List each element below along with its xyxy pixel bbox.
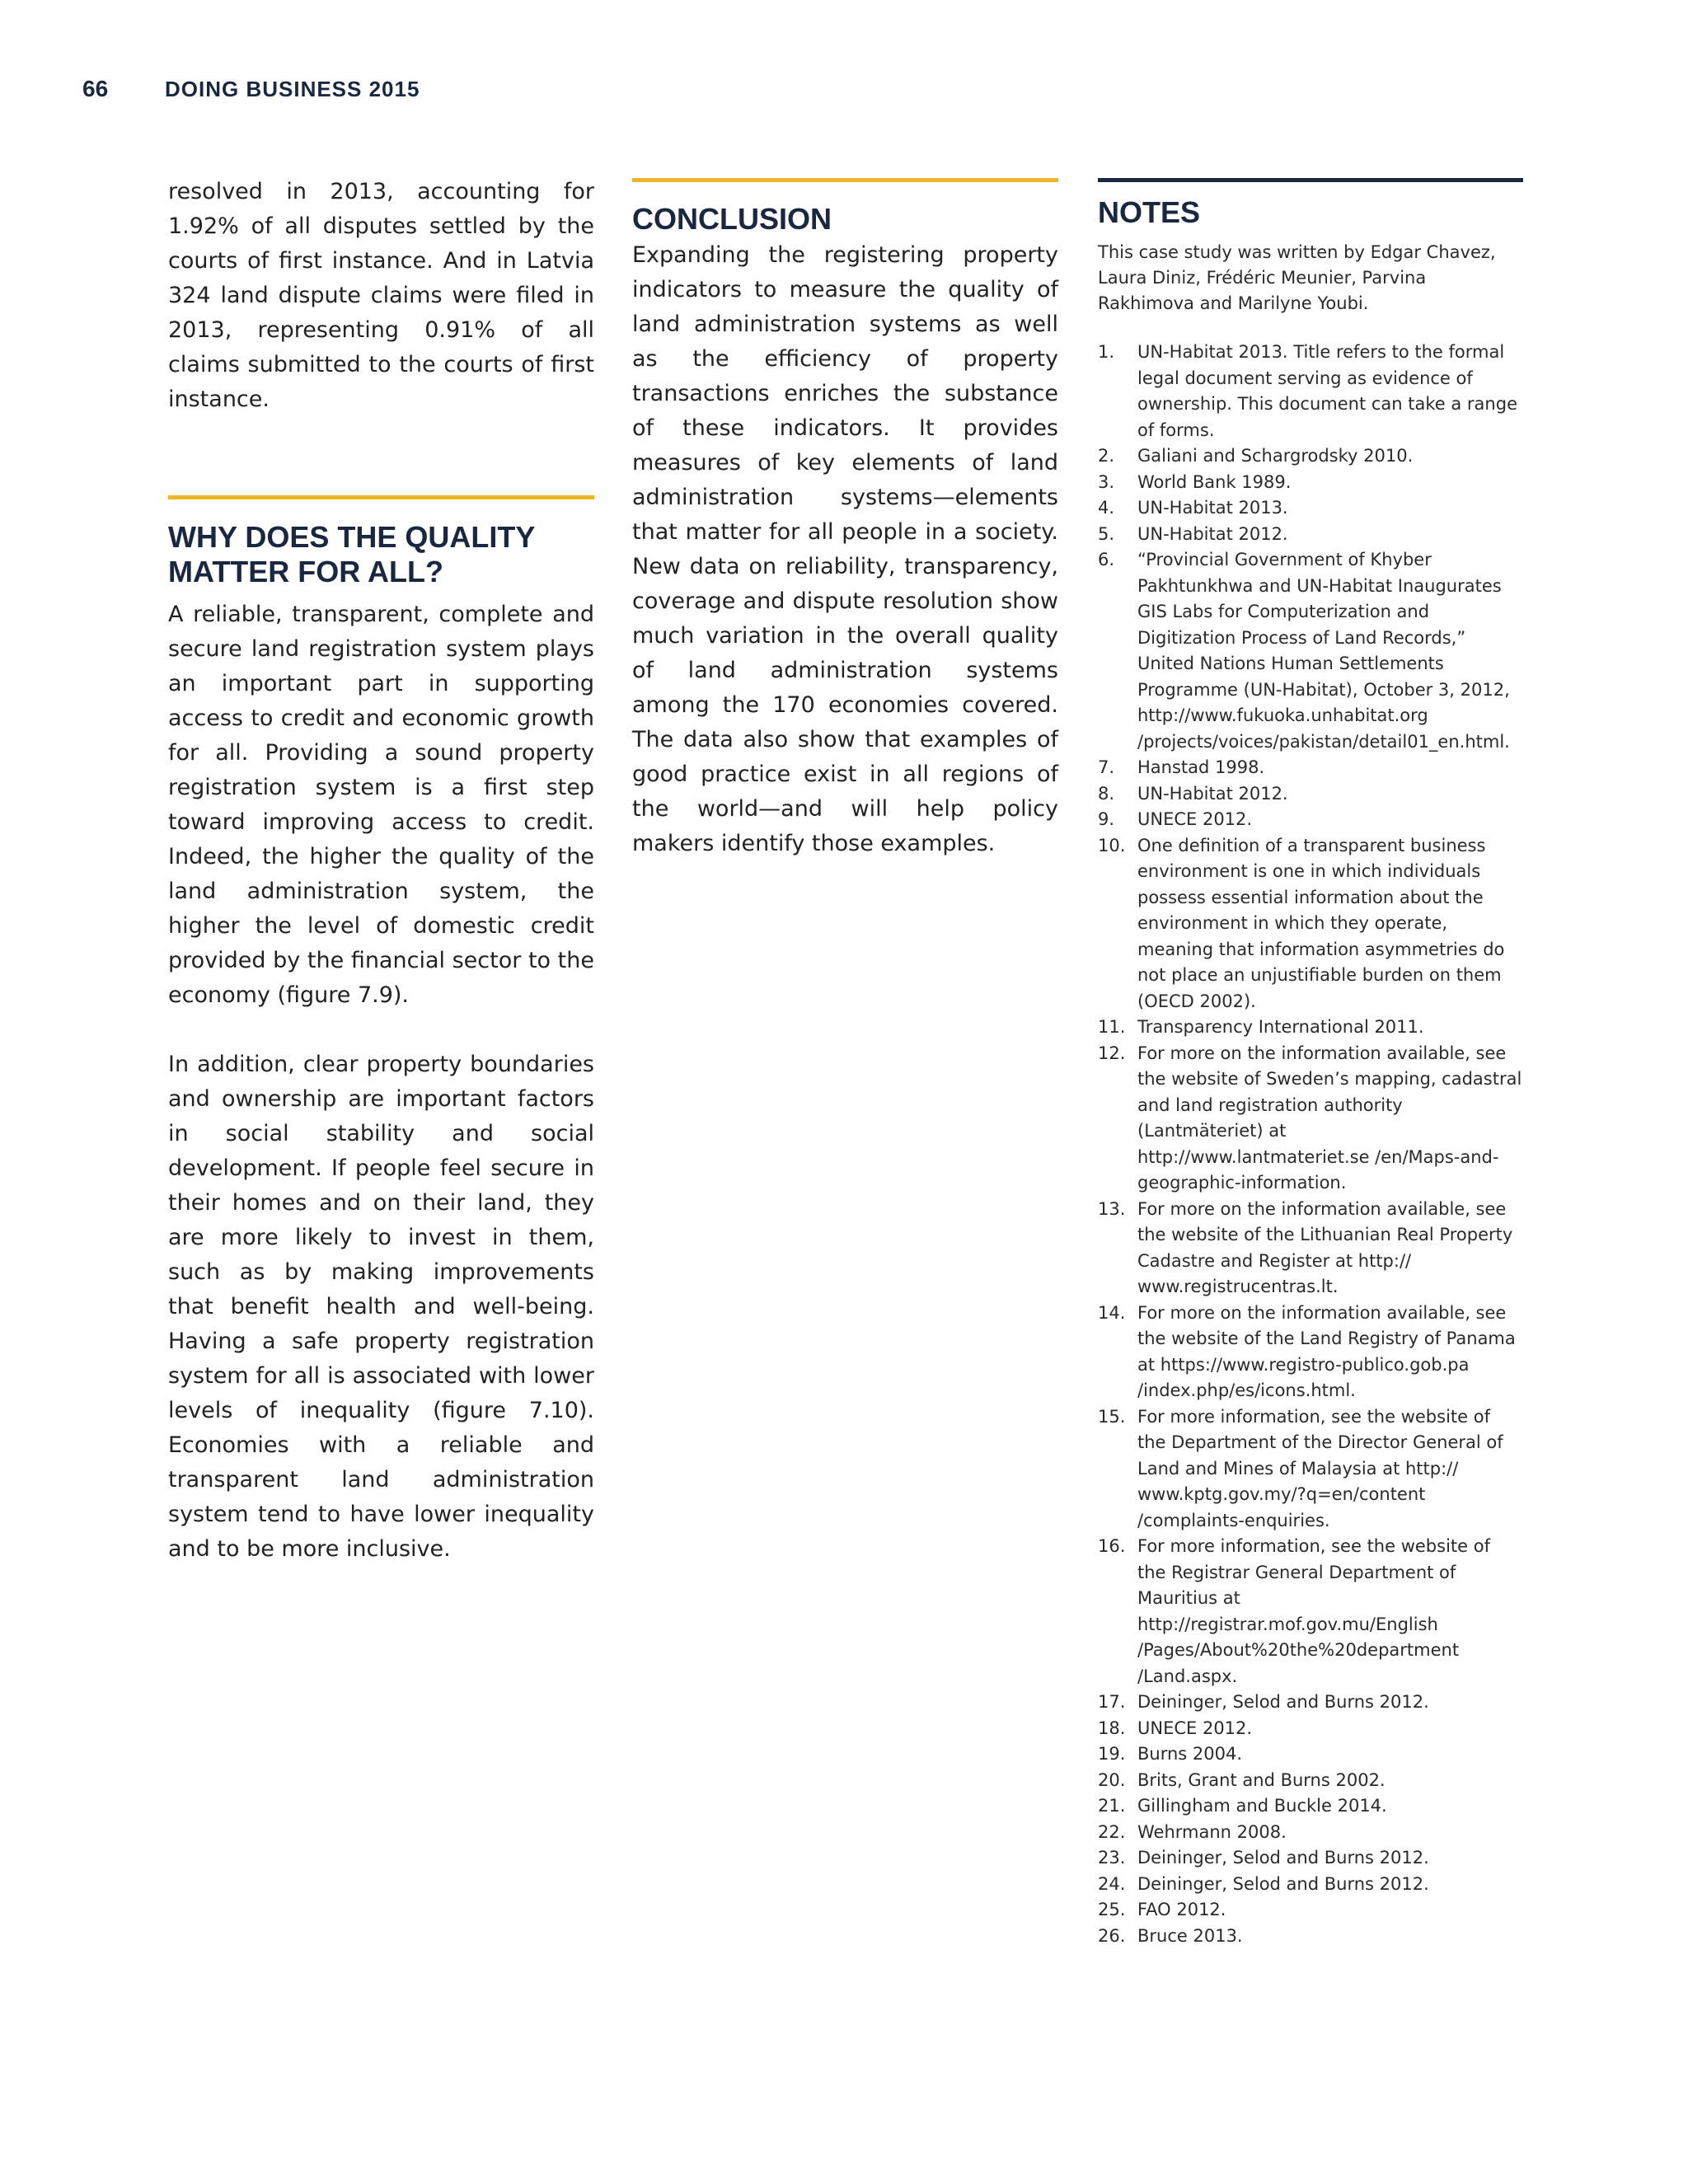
running-title: DOING BUSINESS 2015 — [165, 76, 420, 101]
note-text: World Bank 1989. — [1137, 471, 1292, 492]
note-text: For more information, see the website of the Registrar General Department of Mauritius at http://registrar.mof.gov.mu/English /Pages/About%20the%20department /Land.aspx. — [1137, 1536, 1490, 1686]
note-item — [1098, 1924, 1523, 1950]
column-left — [168, 175, 594, 1567]
page-header — [82, 73, 420, 105]
note-number: 4. — [1098, 498, 1115, 518]
section-heading-quality: WHY DOES THE QUALITY MATTER FOR ALL? — [168, 520, 535, 588]
intro-paragraph: resolved in 2013, accounting for 1.92% of all disputes settled by the courts of first instance. And in Latvia 324 land dispute claims were filed in 2013, representing 0.91% of all claims submitted to the courts of first instance. — [168, 179, 594, 412]
note-item — [1098, 340, 1523, 443]
note-item — [1098, 833, 1523, 1015]
note-text: Bruce 2013. — [1137, 1925, 1243, 1946]
note-text: Transparency International 2011. — [1137, 1017, 1424, 1037]
page-number: 66 — [82, 76, 109, 101]
note-text: FAO 2012. — [1137, 1900, 1226, 1919]
note-item — [1098, 1741, 1523, 1768]
note-number: 15. — [1098, 1406, 1126, 1427]
note-text: UN-Habitat 2013. — [1137, 498, 1288, 518]
note-number: 7. — [1098, 757, 1115, 777]
note-number: 2. — [1098, 446, 1115, 466]
note-number: 1. — [1098, 342, 1115, 362]
note-number: 8. — [1098, 783, 1115, 804]
note-number: 24. — [1098, 1873, 1126, 1894]
notes-heading: NOTES — [1098, 195, 1201, 229]
note-item — [1098, 470, 1523, 496]
note-item — [1098, 1197, 1523, 1301]
note-text: Deininger, Selod and Burns 2012. — [1137, 1692, 1429, 1712]
section-rule — [168, 495, 594, 499]
note-item — [1098, 1041, 1523, 1197]
note-item — [1098, 1897, 1523, 1924]
note-number: 16. — [1098, 1536, 1126, 1556]
note-text: For more on the information available, see the website of the Land Registry of Panama at https://www.registro-publico.gob.pa /index.php/es/icons.html. — [1137, 1302, 1516, 1400]
note-item — [1098, 1845, 1523, 1872]
note-number: 5. — [1098, 523, 1115, 544]
note-item — [1098, 443, 1523, 470]
note-text: UN-Habitat 2013. Title refers to the formal legal document serving as evidence of ownership. This document can take a range of forms. — [1137, 342, 1517, 440]
note-item — [1098, 1534, 1523, 1690]
body-paragraph: Expanding the registering property indicators to measure the quality of land administration systems as well as the efficiency of property transactions enriches the substance of these indicators. It provides measures of key elements of land administration systems—elements that matter for all people in a society. New data on reliability, transparency, coverage and dispute resolution show much variation in the overall quality of land administration systems among the 170 economies covered. The data also show that examples of good practice exist in all regions of the world—and will help policy makers identify those examples. — [632, 242, 1058, 856]
note-item — [1098, 547, 1523, 755]
note-item — [1098, 1768, 1523, 1794]
note-item — [1098, 1690, 1523, 1716]
note-item — [1098, 1820, 1523, 1846]
note-number: 19. — [1098, 1744, 1126, 1764]
note-text: Deininger, Selod and Burns 2012. — [1137, 1848, 1429, 1868]
note-text: For more information, see the website of the Department of the Director General of Land and Mines of Malaysia at http:// www.kptg.gov.my/?q=en/content /complaints-enquiries. — [1137, 1406, 1503, 1530]
note-text: Wehrmann 2008. — [1137, 1821, 1287, 1842]
note-number: 17. — [1098, 1692, 1126, 1712]
note-item — [1098, 1793, 1523, 1820]
note-number: 9. — [1098, 809, 1115, 829]
note-number: 23. — [1098, 1848, 1126, 1868]
notes-list — [1098, 340, 1523, 1949]
note-number: 25. — [1098, 1900, 1126, 1919]
note-number: 10. — [1098, 835, 1126, 855]
note-item — [1098, 1404, 1523, 1535]
note-text: One definition of a transparent business environment is one in which individuals possess essential information about the environment in which they operate, meaning that information asymmetries do not place an unjustifiable burden on them (OECD 2002). — [1137, 835, 1505, 1011]
note-item — [1098, 1301, 1523, 1404]
note-text: Galiani and Schargrodsky 2010. — [1137, 446, 1414, 466]
note-text: UN-Habitat 2012. — [1137, 523, 1288, 544]
note-number: 20. — [1098, 1769, 1126, 1790]
note-number: 21. — [1098, 1796, 1126, 1816]
note-text: Burns 2004. — [1137, 1744, 1243, 1764]
body-paragraph: A reliable, transparent, complete and secure land registration system plays an important part in supporting access to credit and economic growth for all. Providing a sound property registration system is a first step toward improving access to credit. Indeed, the higher the quality of the land administration system, the higher the level of domestic credit provided by the financial sector to the economy (figure 7.9). — [168, 602, 594, 1008]
note-item — [1098, 522, 1523, 548]
section-rule — [632, 178, 1058, 182]
note-text: UNECE 2012. — [1137, 1718, 1253, 1738]
note-number: 3. — [1098, 471, 1115, 492]
note-item — [1098, 807, 1523, 833]
note-text: UN-Habitat 2012. — [1137, 783, 1288, 804]
note-text: UNECE 2012. — [1137, 809, 1253, 829]
column-notes — [1098, 178, 1523, 1949]
note-number: 12. — [1098, 1043, 1126, 1063]
notes-intro: This case study was written by Edgar Chavez, Laura Diniz, Frédéric Meunier, Parvina Rakhimova and Marilyne Youbi. — [1098, 242, 1496, 313]
column-middle — [632, 178, 1058, 861]
note-item — [1098, 781, 1523, 808]
notes-rule — [1098, 178, 1523, 182]
note-number: 11. — [1098, 1017, 1126, 1037]
note-text: For more on the information available, see the website of the Lithuanian Real Property Cadastre and Register at http:// www.registrucentras.lt. — [1137, 1198, 1513, 1296]
note-item — [1098, 1015, 1523, 1041]
note-item — [1098, 1872, 1523, 1898]
note-text: Gillingham and Buckle 2014. — [1137, 1796, 1387, 1816]
note-item — [1098, 1716, 1523, 1742]
note-text: Hanstad 1998. — [1137, 757, 1265, 777]
note-number: 22. — [1098, 1821, 1126, 1842]
note-number: 6. — [1098, 550, 1115, 569]
body-paragraph: In addition, clear property boundaries and ownership are important factors in social stability and social development. If people feel secure in their homes and on their land, they are more likely to invest in them, such as by making improvements that benefit health and well-being. Having a safe property registration system for all is associated with lower levels of inequality (figure 7.10). Economies with a reliable and transparent land administration system tend to have lower inequality and to be more inclusive. — [168, 1052, 594, 1562]
note-number: 14. — [1098, 1302, 1126, 1323]
note-number: 18. — [1098, 1718, 1126, 1738]
note-text: For more on the information available, see the website of Sweden’s mapping, cadastral and land registration authority (Lantmäteriet) at http://www.lantmateriet.se /en/Maps-and-geographic-information. — [1137, 1043, 1522, 1193]
note-text: Deininger, Selod and Burns 2012. — [1137, 1873, 1429, 1894]
note-text: “Provincial Government of Khyber Pakhtunkhwa and UN-Habitat Inaugurates GIS Labs for Computerization and Digitization Process of Land Records,” United Nations Human Settlements Programme (UN-Habitat), October 3, 2012, http://www.fukuoka.unhabitat.org /projects/voices/pakistan/detail01_en.html. — [1137, 550, 1510, 752]
note-text: Brits, Grant and Burns 2002. — [1137, 1769, 1386, 1790]
section-heading-conclusion: CONCLUSION — [632, 202, 832, 236]
note-item — [1098, 495, 1523, 522]
note-number: 26. — [1098, 1925, 1126, 1946]
note-number: 13. — [1098, 1198, 1126, 1219]
note-item — [1098, 755, 1523, 781]
